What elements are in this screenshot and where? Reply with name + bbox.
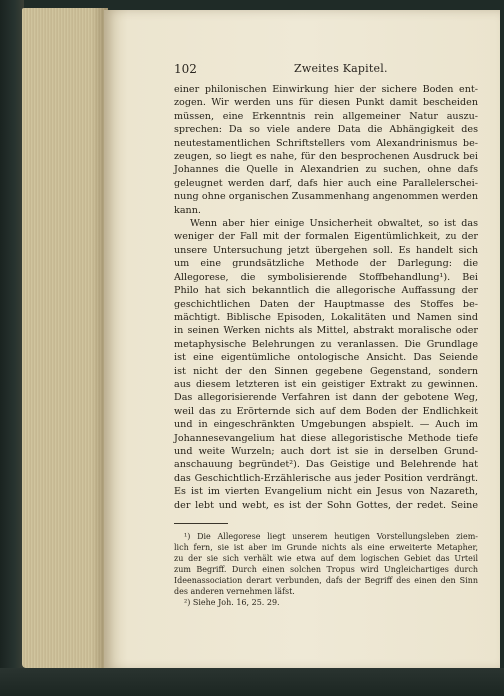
running-title: Zweites Kapitel. <box>294 62 388 75</box>
text-line: Johannes die Quelle in Alexandrien zu suchen, ohne dafs <box>174 164 478 176</box>
text-line: ist eine eigentümliche ontologische Ansicht. Das Seiende <box>174 352 478 364</box>
footnote-line: Ideenassociation derart verbunden, dafs der Begriff des einen den Sinn <box>174 576 478 585</box>
text-line: Johannesevangelium hat diese allegoristische Methode tiefe <box>174 432 478 444</box>
text-line: geschichtlichen Daten der Hauptmasse des Stoffes be- <box>174 298 478 310</box>
footnote-line: des anderen vernehmen läfst. <box>174 587 295 596</box>
text-line: neutestamentlichen Schriftstellers vom Alexandrinismus be- <box>174 137 478 149</box>
page-number: 102 <box>174 62 197 76</box>
footnote-2 <box>174 597 478 608</box>
text-line: weniger der Fall mit der formalen Eigentümlichkeit, zu der <box>174 231 478 243</box>
table-surface <box>0 668 504 696</box>
book-cover-edge <box>0 0 24 696</box>
text-line: der lebt und webt, es ist der Sohn Gottes, der redet. Seine <box>174 499 478 511</box>
text-line: weil das zu Erörternde sich auf dem Boden der Endlichkeit <box>174 405 478 417</box>
text-line: sprechen: Da so viele andere Data die Abhängigkeit des <box>174 124 478 136</box>
text-line: anschauung begründet²). Das Geistige und Belehrende hat <box>174 459 478 471</box>
footnote-line: ¹) Die Allegorese liegt unserem heutigen Vorstellungsleben ziem- <box>184 532 478 541</box>
text-line: um eine grundsätzliche Methode der Darlegung: die <box>174 258 478 270</box>
text-line: in seinen Werken nichts als Mittel, abstrakt moralische oder <box>174 325 478 337</box>
footnote-line: ²) Siehe Joh. 16, 25. 29. <box>184 598 280 607</box>
footnotes <box>174 531 478 608</box>
footnote-divider <box>174 523 228 524</box>
footnote-line: zum Begriff. Durch einen solchen Tropus wird Ungleichartiges durch <box>174 565 478 574</box>
text-line: Philo hat sich bekanntlich die allegorische Auffassung der <box>174 285 478 297</box>
page-header <box>174 62 478 78</box>
text-line: metaphysische Belehrungen zu veranlassen. Die Grundlage <box>174 338 478 350</box>
text-line: einer philonischen Einwirkung hier der sichere Boden ent- <box>174 84 478 95</box>
text-line: Das allegorisierende Verfahren ist dann der gebotene Weg, <box>174 392 478 404</box>
text-line: und weite Wurzeln; auch dort ist sie in derselben Grund- <box>174 445 478 457</box>
text-line: geleugnet werden darf, dafs hier auch eine Parallelerschei- <box>174 177 478 189</box>
footnote-line: lich fern, sie ist aber im Grunde nichts als eine erweiterte Metapher, <box>174 543 478 552</box>
text-line: aus diesem letzteren ist ein geistiger Extrakt zu gewinnen. <box>174 378 478 390</box>
paragraph-1 <box>174 83 478 217</box>
text-line: unsere Untersuchung jetzt übergehen soll. Es handelt sich <box>174 244 478 256</box>
text-line: kann. <box>174 204 201 216</box>
body-text <box>174 83 478 512</box>
paragraph-2 <box>174 217 478 512</box>
page-stack-edges <box>22 8 108 668</box>
text-line: und in eingeschränkten Umgebungen abspielt. — Auch im <box>174 419 478 431</box>
text-line: müssen, eine Erkenntnis rein allgemeiner Natur auszu- <box>174 110 478 122</box>
text-line: das Geschichtlich-Erzählerische aus jeder Position verdrängt. <box>174 472 478 484</box>
text-line: Allegorese, die symbolisierende Stoffbehandlung¹). Bei <box>174 271 478 283</box>
text-line: zeugen, so liegt es nahe, für den besprochenen Ausdruck bei <box>174 151 478 163</box>
footnote-line: zu der sie sich verhält wie etwa auf dem logischen Gebiet das Urteil <box>174 554 478 563</box>
text-line: zogen. Wir werden uns für diesen Punkt damit bescheiden <box>174 97 478 109</box>
footnote-1 <box>174 531 478 597</box>
text-line: Es ist im vierten Evangelium nicht ein Jesus von Nazareth, <box>174 486 478 498</box>
text-line: Wenn aber hier einige Unsicherheit obwaltet, so ist das <box>190 218 478 230</box>
text-line: mächtigt. Biblische Episoden, Lokalitäten und Namen sind <box>174 311 478 323</box>
text-line: nung ohne organischen Zusammenhang angenommen werden <box>174 191 478 203</box>
text-line: ist nicht der den Sinnen gegebene Gegenstand, sondern <box>174 365 478 377</box>
